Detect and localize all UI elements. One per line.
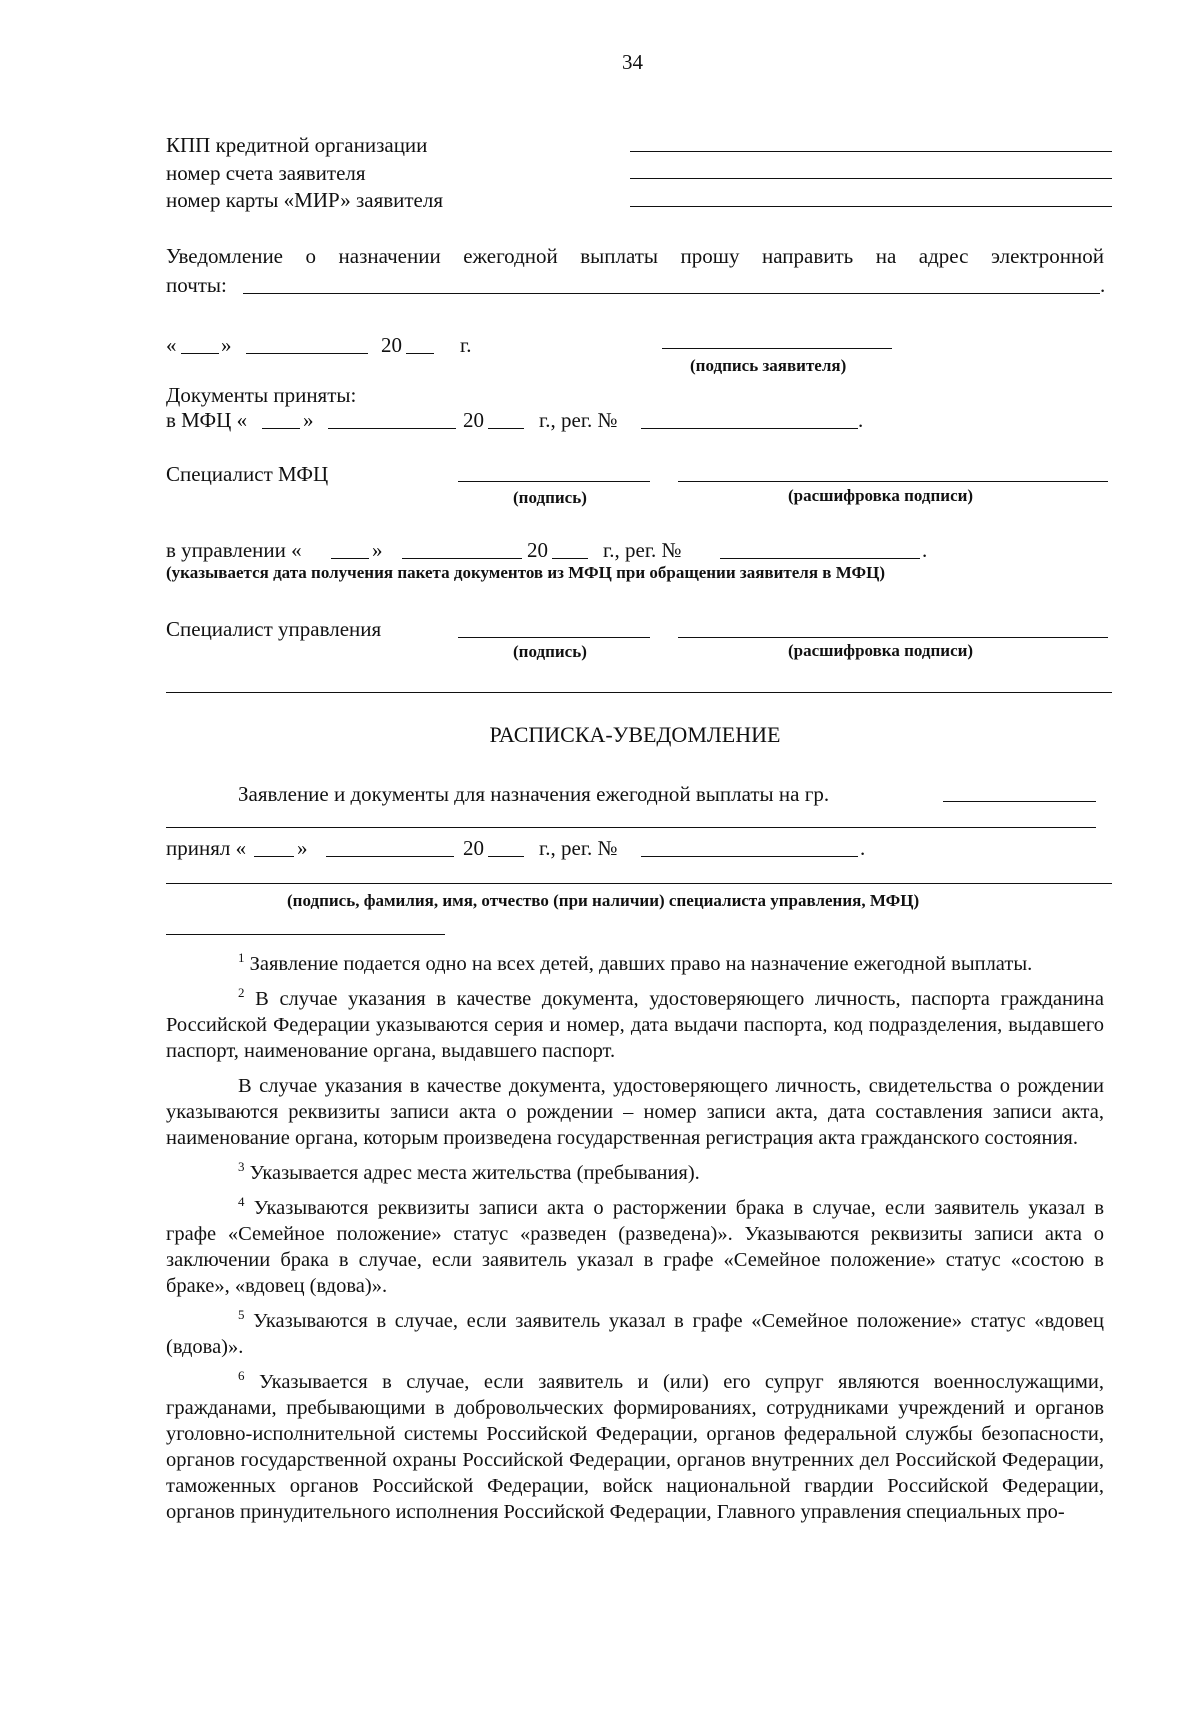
footnote-6-number: 6 <box>238 1368 245 1384</box>
mfc-specialist-decoding-line[interactable] <box>678 481 1108 482</box>
mfc-reg-number-line[interactable] <box>641 428 858 429</box>
mfc-year-prefix: 20 <box>463 408 484 432</box>
receipt-citizen-line[interactable] <box>943 801 1096 802</box>
footnote-3 <box>166 1160 1104 1186</box>
mfc-day-line[interactable] <box>262 428 300 429</box>
mfc-close-quote: » <box>303 408 314 432</box>
footnotes <box>166 951 1104 1525</box>
footnote-5 <box>166 1308 1104 1360</box>
receipt-accepted-prefix: принял « <box>166 836 247 860</box>
department-reg-number-line[interactable] <box>720 558 920 559</box>
email-label: почты: <box>166 273 227 297</box>
docs-accepted-heading: Документы приняты: <box>166 383 357 407</box>
footnote-4-text: Указываются реквизиты записи акта о расторжении брака в случае, если заявитель указал в графе «Семейное положение» статус «разведен (разведена)». Указываются реквизиты записи акта о заключении брака в случае, если заявитель указал в графе «Семейное положение» статус «состою в браке», «вдовец (вдова)». <box>166 1197 1105 1297</box>
department-specialist-label: Специалист управления <box>166 617 382 641</box>
mfc-month-line[interactable] <box>328 428 456 429</box>
email-notice-text: Уведомление о назначении ежегодной выплаты прошу направить на адрес электронной <box>166 244 1104 268</box>
receipt-reg-number-line[interactable] <box>641 856 858 857</box>
page-number: 34 <box>622 50 643 74</box>
footnote-5-number: 5 <box>238 1307 245 1323</box>
mfc-signature-caption: (подпись) <box>513 488 587 507</box>
department-date-note: (указывается дата получения пакета документов из МФЦ при обращении заявителя в МФЦ) <box>166 563 886 582</box>
mfc-reg-text: г., рег. № <box>539 408 618 432</box>
account-number-label: номер счета заявителя <box>166 161 366 185</box>
mfc-decoding-caption: (расшифровка подписи) <box>788 486 974 505</box>
department-specialist-signature-line[interactable] <box>458 637 650 638</box>
footnote-3-number: 3 <box>238 1159 245 1175</box>
footnote-1-text: Заявление подается одно на всех детей, давших право на назначение ежегодной выплаты. <box>249 953 1033 975</box>
footnote-5-text: Указываются в случае, если заявитель указал в графе «Семейное положение» статус «вдовец (вдова)». <box>166 1310 1104 1358</box>
department-end-dot: . <box>922 538 928 562</box>
receipt-signature-line[interactable] <box>166 883 1112 884</box>
date-year-line[interactable] <box>406 353 434 354</box>
department-year-line[interactable] <box>552 558 588 559</box>
account-number-field-line[interactable] <box>630 178 1112 179</box>
footnote-2-continuation-text: В случае указания в качестве документа, удостоверяющего личность, свидетельства о рождении указываются реквизиты записи акта о рождении – номер записи акта, дата составления записи акта, наименование органа, которым произведена государственная регистрация акта гражданского состояния. <box>166 1075 1104 1149</box>
receipt-signature-caption: (подпись, фамилия, имя, отчество (при наличии) специалиста управления, МФЦ) <box>287 891 920 910</box>
mfc-specialist-label: Специалист МФЦ <box>166 462 329 486</box>
mfc-end-dot: . <box>858 408 864 432</box>
department-signature-caption: (подпись) <box>513 642 587 661</box>
date-month-line[interactable] <box>246 353 368 354</box>
kpp-label: КПП кредитной организации <box>166 133 428 157</box>
receipt-day-line[interactable] <box>254 856 294 857</box>
footnote-6 <box>166 1369 1104 1525</box>
mfc-date-prefix: в МФЦ « <box>166 408 248 432</box>
receipt-year-prefix: 20 <box>463 836 484 860</box>
footnote-4 <box>166 1195 1104 1299</box>
receipt-statement: Заявление и документы для назначения ежегодной выплаты на гр. <box>238 782 830 806</box>
section-divider <box>166 692 1112 693</box>
mfc-specialist-signature-line[interactable] <box>458 481 650 482</box>
footnote-1 <box>166 951 1104 977</box>
department-day-line[interactable] <box>331 558 369 559</box>
date-open-quote: « <box>166 333 177 357</box>
mir-card-label: номер карты «МИР» заявителя <box>166 188 444 212</box>
department-date-prefix: в управлении « <box>166 538 302 562</box>
receipt-month-line[interactable] <box>326 856 454 857</box>
department-month-line[interactable] <box>402 558 522 559</box>
footnote-separator <box>166 934 445 935</box>
department-reg-text: г., рег. № <box>603 538 682 562</box>
footnote-2 <box>166 986 1104 1064</box>
applicant-signature-line[interactable] <box>662 348 892 349</box>
department-close-quote: » <box>372 538 383 562</box>
footnote-6-text: Указывается в случае, если заявитель и (или) его супруг являются военнослужащими, гражданами, пребывающими в добровольческих формированиях, сотрудниками учреждений и органов уголовно-исполнительной системы Российской Федерации, органов федеральной службы безопасности, органов государственной охраны Российской Федерации, органов внутренних дел Российской Федерации, таможенных органов Российской Федерации, войск национальной гвардии Российской Федерации, органов принудительного исполнения Российской Федерации, Главного управления специальных про- <box>166 1371 1105 1523</box>
email-field-line[interactable] <box>243 293 1100 294</box>
date-day-line[interactable] <box>181 353 219 354</box>
date-year-suffix: г. <box>460 333 472 357</box>
department-specialist-decoding-line[interactable] <box>678 637 1108 638</box>
footnote-2-text: В случае указания в качестве документа, удостоверяющего личность, паспорта гражданина Российской Федерации указываются серия и номер, дата выдачи паспорта, код подразделения, выдавшего паспорт, наименование органа, выдавшего паспорт. <box>166 988 1105 1062</box>
department-decoding-caption: (расшифровка подписи) <box>788 641 974 660</box>
date-close-quote: » <box>221 333 232 357</box>
applicant-signature-caption: (подпись заявителя) <box>690 356 847 375</box>
mir-card-field-line[interactable] <box>630 206 1112 207</box>
kpp-field-line[interactable] <box>630 151 1112 152</box>
receipt-end-dot: . <box>860 836 866 860</box>
footnote-4-number: 4 <box>238 1194 245 1210</box>
footnote-2-continuation <box>166 1073 1104 1151</box>
mfc-year-line[interactable] <box>488 428 524 429</box>
receipt-citizen-line-2[interactable] <box>166 827 1096 828</box>
receipt-title: РАСПИСКА-УВЕДОМЛЕНИЕ <box>489 722 781 747</box>
footnote-2-number: 2 <box>238 985 245 1001</box>
receipt-year-line[interactable] <box>488 856 524 857</box>
receipt-close-quote: » <box>297 836 308 860</box>
email-end-dot: . <box>1100 273 1106 297</box>
footnote-1-number: 1 <box>238 950 245 966</box>
receipt-reg-text: г., рег. № <box>539 836 618 860</box>
footnote-3-text: Указывается адрес места жительства (пребывания). <box>249 1162 700 1184</box>
department-year-prefix: 20 <box>527 538 548 562</box>
date-year-prefix: 20 <box>381 333 402 357</box>
